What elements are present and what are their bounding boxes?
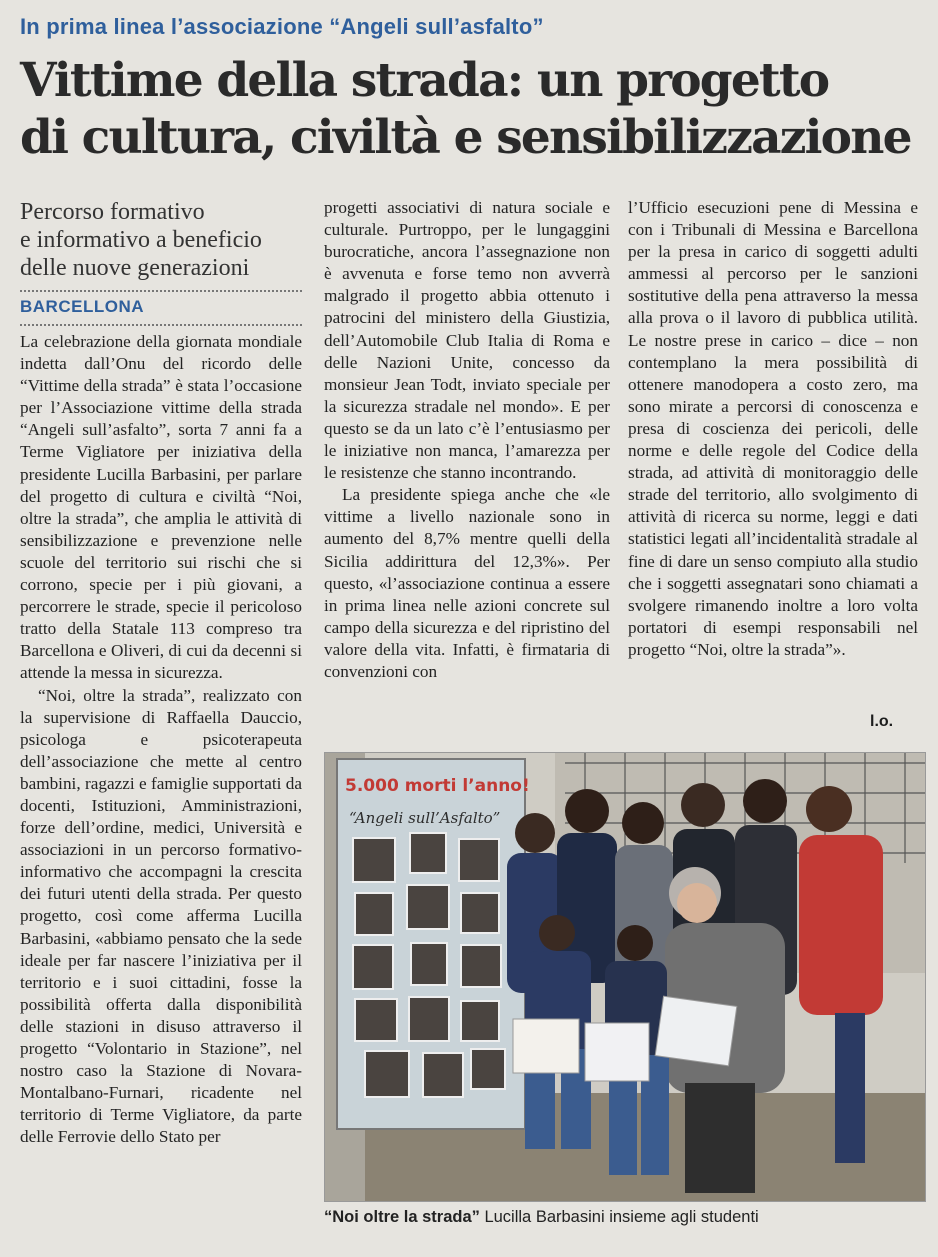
subhead [20,198,305,282]
banner-top-text: 5.000 morti l’anno! [345,776,530,796]
caption-bold: “Noi oltre la strada” [324,1208,480,1226]
paragraph: La celebrazione della giornata mondiale indetta dall’Onu del ricordo delle “Vittime della strada” è stata l’occasione per l’Associazione vittime della strada “Angeli sull’asfalto”, sorta 7 anni fa a Terme Vigliatore per iniziativa della presidente Lucilla Barbasini, per parlare del progetto di cultura e civiltà “Noi, oltre la strada”, che amplia le attività di sensibilizzazione e prevenzione nelle scuole del territorio sui rischi che si corrono, specie per i più giovani, a percorrere le strade, specie il pericoloso tratto della Statale 113 compreso tra Barcellona e Oliveri, di cui da decenni si attende la messa in sicurezza. [20,332,302,683]
paragraph: l’Ufficio esecuzioni pene di Messina e con i Tribunali di Messina e Barcellona per la presa in carico di soggetti adulti ammessi al percorso per le sanzioni sostitutive della pena attraverso la messa alla prova o il lavoro di pubblica utilità. Le nostre prese in carico – dice – non contemplano la mera possibilità di ottenere manodopera a costo zero, ma sono mirate a percorsi di conoscenza e presa di coscienza dei pericoli, delle norme e delle regole del Codice della strada, ad attività di monitoraggio delle strade del territorio, allo svolgimento di attività di ricerca su norme, leggi e dati statistici legati all’incidentalità stradale al fine di dare un senso compiuto alla studio che i soggetti assegnatari sono chiamati a svolgere rimanendo inoltre a loro volta portatori di esempi responsabili nel progetto “Noi, oltre la strada”». [628,198,918,659]
author-signature: l.o. [870,713,894,730]
certificate [655,996,737,1066]
divider-top [20,290,302,292]
article-photo [324,752,926,1202]
headline-line-2: di cultura, civiltà e sensibilizzazione [20,110,911,165]
column-3 [628,197,918,661]
caption-text: Lucilla Barbasini insieme agli studenti [479,1208,759,1226]
kicker: In prima linea l’associazione “Angeli sull’asfalto” [20,14,544,39]
banner-title-text: “Angeli sull’Asfalto” [349,809,501,827]
paragraph: “Noi, oltre la strada”, realizzato con la supervisione di Raffaella Dauccio, psicologa e psicoterapeuta dell’associazione che mette al centro bambini, ragazzi e famiglie supportati da docenti, Istituzioni, Amministrazioni, forze dell’ordine, medici, Università e associazioni in un percorso formativo-informativo che accompagni la crescita dei futuri utenti della strada. Per questo progetto, così come afferma Lucilla Barbasini, «abbiamo pensato che la sede ideale per far nascere l’iniziativa per il territorio e i suoi cittadini, fosse la possibilità offerta dalla disponibilità delle stazioni in disuso attraverso il progetto “Volontario in Stazione”, nel nostro caso la Stazione di Novara-Montalbano-Furnari, ricadente nel territorio di Terme Vigliatore, da parte delle Ferrovie dello Stato per [20,685,302,1147]
column-1 [20,331,302,1148]
paragraph: progetti associativi di natura sociale e culturale. Purtroppo, per le lungaggini burocratiche, ancora l’assegnazione non è avvenuta e forse temo non avverrà malgrado il progetto abbia ottenuto i patrocini del ministero della Giustizia, dell’Automobile Club Italia di Roma e delle Nazioni Unite, concesso da monsieur Jean Todt, inviato speciale per la sicurezza stradale nel mondo». E per questo se da un lato c’è l’entusiasmo per le iniziative non manca, l’amarezza per le resistenze che stanno incontrando. [324,198,610,483]
headline [20,52,920,166]
paragraph: La presidente spiega anche che «le vittime a livello nazionale sono in aumento del 8,7% mentre quelli della Sicilia addirittura del 12,3%». Per questo, «l’associazione continua a essere in prima linea nelle azioni concrete sul campo della sicurezza e del ripristino del valore della vita. Infatti, è firmataria di convenzioni con [324,485,610,681]
divider-bottom [20,324,302,326]
certificate [513,1019,579,1073]
headline-line-1: Vittime della strada: un progetto [20,53,829,108]
photo-caption [324,1208,924,1227]
column-2 [324,197,610,683]
photo-illustration [325,753,925,1201]
subhead-line-1: Percorso formativo [20,199,205,225]
subhead-line-2: e informativo a beneficio [20,227,262,253]
certificate [585,1023,649,1081]
subhead-line-3: delle nuove generazioni [20,255,250,281]
section-label: BARCELLONA [20,297,144,316]
